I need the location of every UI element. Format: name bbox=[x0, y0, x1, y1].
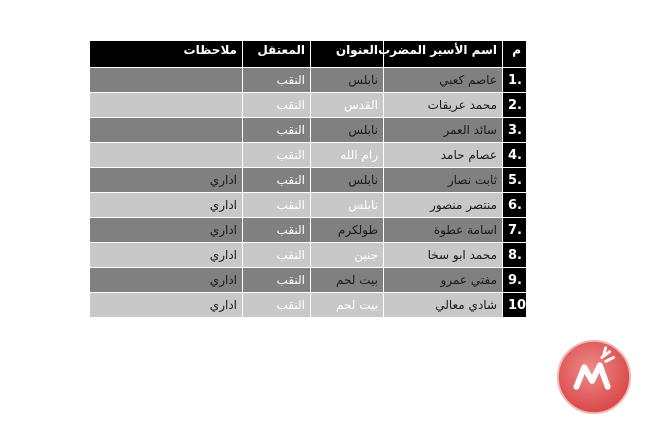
prisoner-name: ثابت نصار bbox=[384, 168, 503, 193]
prisoner-name: منتصر منصور bbox=[384, 193, 503, 218]
header-address: العنوان bbox=[311, 41, 384, 68]
prisoner-address: نابلس bbox=[311, 168, 384, 193]
prisoners-table bbox=[89, 40, 532, 318]
prisoner-address: رام الله bbox=[311, 143, 384, 168]
table-row bbox=[90, 293, 527, 318]
table-row bbox=[90, 268, 527, 293]
header-name: اسم الأسير المضرب bbox=[384, 41, 503, 68]
prisoner-prison: النقب bbox=[243, 293, 311, 318]
row-number: 4. bbox=[503, 143, 527, 168]
row-number: 2. bbox=[503, 93, 527, 118]
prisoner-notes: اداري bbox=[90, 293, 243, 318]
row-number: 10. bbox=[503, 293, 527, 318]
prisoner-prison: النقب bbox=[243, 268, 311, 293]
prisoner-prison: النقب bbox=[243, 68, 311, 93]
table-row bbox=[90, 118, 527, 143]
prisoner-address: نابلس bbox=[311, 118, 384, 143]
prisoner-notes: اداري bbox=[90, 193, 243, 218]
prisoner-notes bbox=[90, 93, 243, 118]
table-row bbox=[90, 68, 527, 93]
prisoner-notes bbox=[90, 68, 243, 93]
table-row bbox=[90, 143, 527, 168]
row-number: 8. bbox=[503, 243, 527, 268]
table-row bbox=[90, 168, 527, 193]
prisoner-prison: النقب bbox=[243, 193, 311, 218]
maan-news-logo-icon bbox=[555, 338, 633, 416]
prisoner-name: اسامة عطوة bbox=[384, 218, 503, 243]
table-row bbox=[90, 243, 527, 268]
table-row bbox=[90, 93, 527, 118]
prisoner-prison: النقب bbox=[243, 143, 311, 168]
prisoner-address: نابلس bbox=[311, 193, 384, 218]
prisoner-prison: النقب bbox=[243, 243, 311, 268]
row-number: 1. bbox=[503, 68, 527, 93]
table-row bbox=[90, 218, 527, 243]
prisoner-address: نابلس bbox=[311, 68, 384, 93]
prisoner-prison: النقب bbox=[243, 218, 311, 243]
prisoner-notes bbox=[90, 118, 243, 143]
prisoner-address: طولكرم bbox=[311, 218, 384, 243]
row-number: 9. bbox=[503, 268, 527, 293]
table-row bbox=[90, 193, 527, 218]
prisoner-notes: اداري bbox=[90, 218, 243, 243]
prisoner-name: محمد ابو سخا bbox=[384, 243, 503, 268]
prisoner-address: جنين bbox=[311, 243, 384, 268]
prisoner-address: بيت لحم bbox=[311, 293, 384, 318]
header-notes: ملاحظات bbox=[90, 41, 243, 68]
prisoner-name: شادي معالي bbox=[384, 293, 503, 318]
prisoner-notes: اداري bbox=[90, 243, 243, 268]
prisoner-name: سائد العمر bbox=[384, 118, 503, 143]
prisoner-name: عاصم كعبي bbox=[384, 68, 503, 93]
prisoner-name: محمد عريقات bbox=[384, 93, 503, 118]
prisoner-address: بيت لحم bbox=[311, 268, 384, 293]
prisoner-name: عصام حامد bbox=[384, 143, 503, 168]
prisoner-notes: اداري bbox=[90, 168, 243, 193]
prisoner-notes bbox=[90, 143, 243, 168]
prisoner-prison: النقب bbox=[243, 168, 311, 193]
table-body bbox=[90, 68, 532, 318]
prisoner-name: مفتي عمرو bbox=[384, 268, 503, 293]
row-number: 7. bbox=[503, 218, 527, 243]
row-number: 3. bbox=[503, 118, 527, 143]
prisoner-notes: اداري bbox=[90, 268, 243, 293]
table-header-row bbox=[90, 41, 527, 68]
header-number: م bbox=[503, 41, 527, 68]
row-number: 5. bbox=[503, 168, 527, 193]
header-prison: المعتقل bbox=[243, 41, 311, 68]
prisoner-prison: النقب bbox=[243, 118, 311, 143]
prisoner-address: القدس bbox=[311, 93, 384, 118]
prisoner-prison: النقب bbox=[243, 93, 311, 118]
row-number: 6. bbox=[503, 193, 527, 218]
